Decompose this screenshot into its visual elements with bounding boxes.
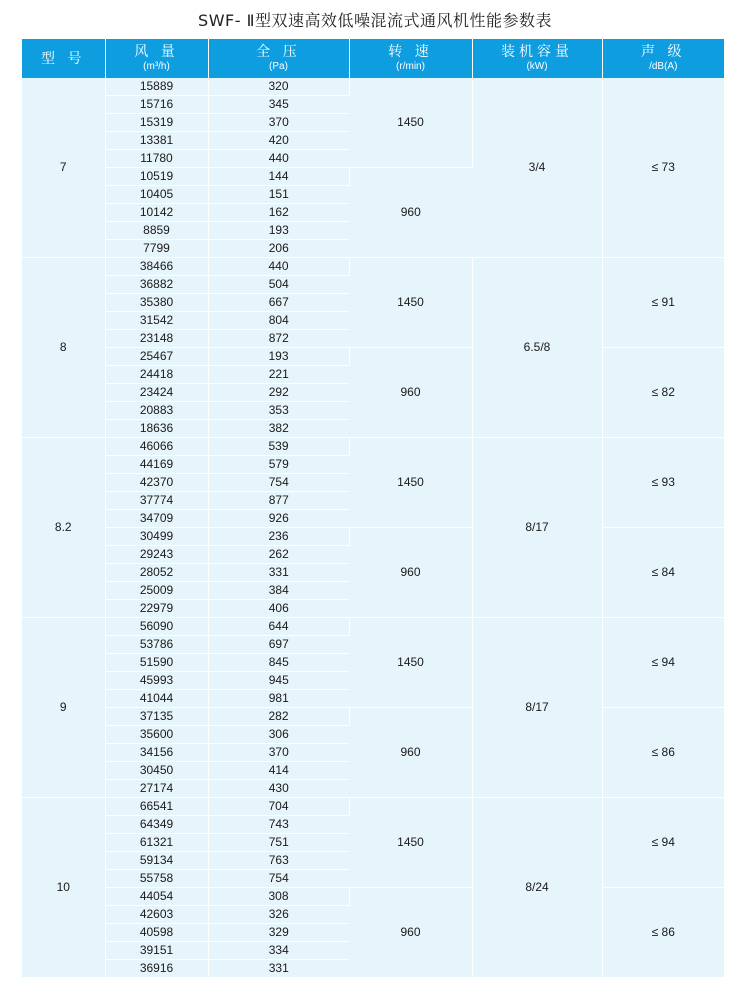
- airflow-cell: 18636: [105, 420, 208, 438]
- table-row: [22, 258, 724, 276]
- airflow-cell: 30450: [105, 762, 208, 780]
- header-airflow-label: 风 量: [134, 44, 179, 60]
- airflow-cell: 35380: [105, 294, 208, 312]
- table-row: [22, 708, 724, 726]
- pressure-cell: 353: [208, 402, 349, 420]
- pressure-cell: 221: [208, 366, 349, 384]
- airflow-cell: 30499: [105, 528, 208, 546]
- airflow-cell: 25009: [105, 582, 208, 600]
- pressure-cell: 440: [208, 258, 349, 276]
- speed-cell: 960: [349, 888, 472, 978]
- noise-cell: ≤ 93: [602, 438, 724, 528]
- airflow-cell: 10519: [105, 168, 208, 186]
- noise-cell: ≤ 86: [602, 708, 724, 798]
- pressure-cell: 326: [208, 906, 349, 924]
- capacity-cell: 8/17: [472, 618, 602, 798]
- table-body: [22, 78, 724, 978]
- pressure-cell: 193: [208, 222, 349, 240]
- table-row: [22, 438, 724, 456]
- speed-cell: 960: [349, 168, 472, 258]
- header-capacity: [472, 39, 602, 78]
- pressure-cell: 697: [208, 636, 349, 654]
- table-row: [22, 798, 724, 816]
- pressure-cell: 743: [208, 816, 349, 834]
- performance-table: [22, 39, 724, 978]
- pressure-cell: 370: [208, 744, 349, 762]
- header-model-label: 型 号: [41, 50, 86, 67]
- pressure-cell: 430: [208, 780, 349, 798]
- pressure-cell: 144: [208, 168, 349, 186]
- header-speed-unit: (r/min): [396, 61, 425, 72]
- header-airflow-unit: (m³/h): [143, 61, 170, 72]
- pressure-cell: 331: [208, 564, 349, 582]
- pressure-cell: 236: [208, 528, 349, 546]
- header-pressure-unit: (Pa): [269, 61, 288, 72]
- airflow-cell: 25467: [105, 348, 208, 366]
- pressure-cell: 420: [208, 132, 349, 150]
- speed-cell: 1450: [349, 78, 472, 168]
- pressure-cell: 440: [208, 150, 349, 168]
- table-row: [22, 348, 724, 366]
- pressure-cell: 345: [208, 96, 349, 114]
- pressure-cell: 334: [208, 942, 349, 960]
- airflow-cell: 66541: [105, 798, 208, 816]
- airflow-cell: 10142: [105, 204, 208, 222]
- airflow-cell: 24418: [105, 366, 208, 384]
- pressure-cell: 329: [208, 924, 349, 942]
- header-capacity-label: 装机容量: [501, 44, 573, 60]
- airflow-cell: 15319: [105, 114, 208, 132]
- airflow-cell: 35600: [105, 726, 208, 744]
- airflow-cell: 45993: [105, 672, 208, 690]
- airflow-cell: 15889: [105, 78, 208, 96]
- model-cell: 8: [22, 258, 105, 438]
- noise-cell: ≤ 84: [602, 528, 724, 618]
- pressure-cell: 382: [208, 420, 349, 438]
- airflow-cell: 36882: [105, 276, 208, 294]
- airflow-cell: 22979: [105, 600, 208, 618]
- pressure-cell: 981: [208, 690, 349, 708]
- header-noise-label: 声 级: [641, 44, 686, 60]
- airflow-cell: 34156: [105, 744, 208, 762]
- pressure-cell: 504: [208, 276, 349, 294]
- pressure-cell: 414: [208, 762, 349, 780]
- airflow-cell: 7799: [105, 240, 208, 258]
- speed-cell: 960: [349, 528, 472, 618]
- airflow-cell: 55758: [105, 870, 208, 888]
- airflow-cell: 51590: [105, 654, 208, 672]
- pressure-cell: 579: [208, 456, 349, 474]
- capacity-cell: 8/17: [472, 438, 602, 618]
- header-noise-unit: /dB(A): [649, 61, 678, 72]
- airflow-cell: 27174: [105, 780, 208, 798]
- table-row: [22, 888, 724, 906]
- pressure-cell: 872: [208, 330, 349, 348]
- speed-cell: 1450: [349, 618, 472, 708]
- pressure-cell: 331: [208, 960, 349, 978]
- pressure-cell: 406: [208, 600, 349, 618]
- header-capacity-unit: (kW): [526, 61, 548, 72]
- airflow-cell: 46066: [105, 438, 208, 456]
- noise-cell: ≤ 73: [602, 78, 724, 258]
- table-header-row: [22, 39, 724, 78]
- airflow-cell: 38466: [105, 258, 208, 276]
- header-pressure: [208, 39, 349, 78]
- header-airflow: [105, 39, 208, 78]
- pressure-cell: 704: [208, 798, 349, 816]
- airflow-cell: 36916: [105, 960, 208, 978]
- table-row: [22, 78, 724, 96]
- pressure-cell: 370: [208, 114, 349, 132]
- pressure-cell: 539: [208, 438, 349, 456]
- speed-cell: 1450: [349, 798, 472, 888]
- model-cell: 8.2: [22, 438, 105, 618]
- airflow-cell: 40598: [105, 924, 208, 942]
- pressure-cell: 206: [208, 240, 349, 258]
- airflow-cell: 20883: [105, 402, 208, 420]
- airflow-cell: 31542: [105, 312, 208, 330]
- noise-cell: ≤ 82: [602, 348, 724, 438]
- pressure-cell: 845: [208, 654, 349, 672]
- pressure-cell: 262: [208, 546, 349, 564]
- airflow-cell: 44054: [105, 888, 208, 906]
- pressure-cell: 754: [208, 870, 349, 888]
- airflow-cell: 42603: [105, 906, 208, 924]
- speed-cell: 960: [349, 708, 472, 798]
- pressure-cell: 751: [208, 834, 349, 852]
- model-cell: 7: [22, 78, 105, 258]
- airflow-cell: 13381: [105, 132, 208, 150]
- airflow-cell: 56090: [105, 618, 208, 636]
- pressure-cell: 804: [208, 312, 349, 330]
- airflow-cell: 64349: [105, 816, 208, 834]
- page-title: SWF- Ⅱ型双速高效低噪混流式通风机性能参数表: [198, 11, 552, 30]
- airflow-cell: 44169: [105, 456, 208, 474]
- capacity-cell: 3/4: [472, 78, 602, 258]
- pressure-cell: 926: [208, 510, 349, 528]
- airflow-cell: 34709: [105, 510, 208, 528]
- noise-cell: ≤ 86: [602, 888, 724, 978]
- airflow-cell: 37774: [105, 492, 208, 510]
- pressure-cell: 763: [208, 852, 349, 870]
- speed-cell: 1450: [349, 438, 472, 528]
- airflow-cell: 59134: [105, 852, 208, 870]
- airflow-cell: 23424: [105, 384, 208, 402]
- speed-cell: 960: [349, 348, 472, 438]
- airflow-cell: 42370: [105, 474, 208, 492]
- pressure-cell: 151: [208, 186, 349, 204]
- airflow-cell: 11780: [105, 150, 208, 168]
- airflow-cell: 53786: [105, 636, 208, 654]
- pressure-cell: 320: [208, 78, 349, 96]
- pressure-cell: 162: [208, 204, 349, 222]
- model-cell: 10: [22, 798, 105, 978]
- airflow-cell: 8859: [105, 222, 208, 240]
- table-row: [22, 528, 724, 546]
- pressure-cell: 754: [208, 474, 349, 492]
- noise-cell: ≤ 94: [602, 618, 724, 708]
- header-noise: [602, 39, 724, 78]
- pressure-cell: 667: [208, 294, 349, 312]
- header-model: [22, 39, 105, 78]
- airflow-cell: 10405: [105, 186, 208, 204]
- airflow-cell: 15716: [105, 96, 208, 114]
- pressure-cell: 308: [208, 888, 349, 906]
- header-speed-label: 转 速: [388, 44, 433, 60]
- pressure-cell: 384: [208, 582, 349, 600]
- noise-cell: ≤ 91: [602, 258, 724, 348]
- pressure-cell: 282: [208, 708, 349, 726]
- airflow-cell: 39151: [105, 942, 208, 960]
- noise-cell: ≤ 94: [602, 798, 724, 888]
- airflow-cell: 23148: [105, 330, 208, 348]
- header-speed: [349, 39, 472, 78]
- model-cell: 9: [22, 618, 105, 798]
- pressure-cell: 945: [208, 672, 349, 690]
- pressure-cell: 292: [208, 384, 349, 402]
- airflow-cell: 37135: [105, 708, 208, 726]
- pressure-cell: 644: [208, 618, 349, 636]
- pressure-cell: 306: [208, 726, 349, 744]
- capacity-cell: 8/24: [472, 798, 602, 978]
- header-pressure-label: 全 压: [256, 44, 301, 60]
- pressure-cell: 193: [208, 348, 349, 366]
- airflow-cell: 29243: [105, 546, 208, 564]
- table-row: [22, 618, 724, 636]
- airflow-cell: 41044: [105, 690, 208, 708]
- airflow-cell: 61321: [105, 834, 208, 852]
- pressure-cell: 877: [208, 492, 349, 510]
- airflow-cell: 28052: [105, 564, 208, 582]
- capacity-cell: 6.5/8: [472, 258, 602, 438]
- speed-cell: 1450: [349, 258, 472, 348]
